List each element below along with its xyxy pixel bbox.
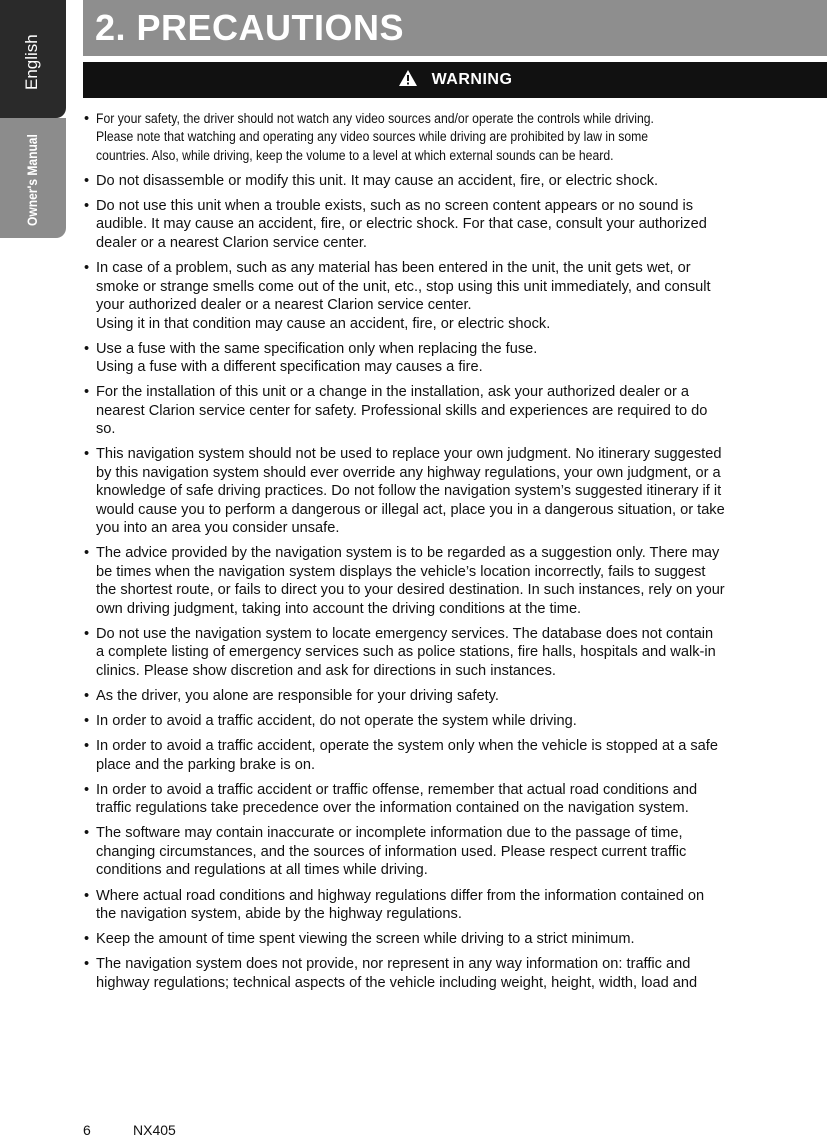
list-item: • Do not disassemble or modify this unit. It may cause an accident, fire, or electric shock. [84,172,826,191]
list-item-text: The navigation system does not provide, nor represent in any way information on: traffic and highway regulations; technical aspects of the vehicle including weight, height, width, load and [96,956,698,991]
side-tab-english [0,0,66,118]
list-item: • This navigation system should not be used to replace your own judgment. No itinerary suggested by this navigation system should ever override any highway regulations, your own judgment, or a knowledge of safe driving practices. Do not follow the navigation system’s suggested itinerary if it would cause you to perform a dangerous or illegal act, place you in a dangerous situation, or take you into an area you consider unsafe. [84,445,826,538]
list-item: • For the installation of this unit or a change in the installation, ask your authorized dealer or a nearest Clarion service center for safety. Professional skills and experiences are required to do so. [84,383,826,439]
list-item: • As the driver, you alone are responsible for your driving safety. [84,687,826,706]
list-item-text: This navigation system should not be used to replace your own judgment. No itinerary suggested by this navigation system should ever override any highway regulations, your own judgment, or a knowledge of safe driving practices. Do not follow the navigation system’s suggested itinerary if it would cause you to perform a dangerous or illegal act, place you in a dangerous situation, or take you into an area you consider unsafe. [96,446,725,537]
list-item-text: The software may contain inaccurate or incomplete information due to the passage of time, changing circumstances, and the sources of information used. Please respect current traffic conditions and regulations at all times while driving. [96,825,687,879]
page-title: 2. PRECAUTIONS [95,7,405,48]
list-item-text: Do not use this unit when a trouble exists, such as no screen content appears or no sound is audible. It may cause an accident, fire, or electric shock. For that case, consult your authorized dealer or a nearest Clarion service center. [96,197,707,251]
page-number: 6 [83,1122,91,1138]
precautions-list [84,110,826,992]
list-item-text: Use a fuse with the same specification only when replacing the fuse. Using a fuse with a different specification may causes a fire. [96,340,538,376]
list-item: • Keep the amount of time spent viewing the screen while driving to a strict minimum. [84,930,826,949]
side-tab-english-label: English [22,34,41,90]
warning-banner [83,62,827,98]
list-item: • In order to avoid a traffic accident or traffic offense, remember that actual road conditions and traffic regulations take precedence over the information contained on the navigation system. [84,781,826,818]
list-item: • The navigation system does not provide, nor represent in any way information on: traffic and highway regulations; technical aspects of the vehicle including weight, height, width, load and [84,955,826,992]
list-item-text: Keep the amount of time spent viewing the screen while driving to a strict minimum. [96,931,635,948]
list-item: • In case of a problem, such as any material has been entered in the unit, the unit gets wet, or smoke or strange smells come out of the unit, etc., stop using this unit immediately, and consult your authorized dealer or a nearest Clarion service center. Using it in that condition may cause an accident, fire, or electric shock. [84,259,826,333]
list-item: • Do not use the navigation system to locate emergency services. The database does not contain a complete listing of emergency services such as police stations, fire halls, hospitals and walk-in clinics. Please show discretion and ask for directions in such instances. [84,625,826,681]
section-title-bar [83,0,827,56]
list-item: • The advice provided by the navigation system is to be regarded as a suggestion only. There may be times when the navigation system displays the vehicle’s location incorrectly, fails to suggest the shortest route, or fails to direct you to your desired destination. In such instances, rely on your own driving judgment, taking into account the driving conditions at the time. [84,544,826,618]
list-item-text: The advice provided by the navigation system is to be regarded as a suggestion only. There may be times when the navigation system displays the vehicle’s location incorrectly, fails to suggest the shortest route, or fails to direct you to your desired destination. In such instances, rely on your own driving judgment, taking into account the driving conditions at the time. [96,545,725,617]
list-item: • For your safety, the driver should not watch any video sources and/or operate the controls while driving. Please note that watching and operating any video sources while driving are prohibited by law in some countries. Also, while driving, keep the volume to a level at which external sounds can be heard. [84,110,826,165]
list-item: • In order to avoid a traffic accident, do not operate the system while driving. [84,712,826,731]
model-name: NX405 [133,1122,176,1138]
list-item-text: In order to avoid a traffic accident or traffic offense, remember that actual road conditions and traffic regulations take precedence over the information contained on the navigation system. [96,781,698,817]
side-tab-owners-manual-label: Owner's Manual [24,134,40,226]
list-item: • Where actual road conditions and highway regulations differ from the information contained on the navigation system, abide by the highway regulations. [84,887,826,924]
precautions-content [84,110,826,999]
list-item: • The software may contain inaccurate or incomplete information due to the passage of time, changing circumstances, and the sources of information used. Please respect current traffic conditions and regulations at all times while driving. [84,824,826,880]
list-item-text: Do not use the navigation system to locate emergency services. The database does not contain a complete listing of emergency services such as police stations, fire halls, hospitals and walk-in clinics. Please show discretion and ask for directions in such instances. [96,625,716,679]
list-item-text: In order to avoid a traffic accident, do not operate the system while driving. [96,713,577,730]
warning-triangle-icon [398,69,418,92]
list-item-text: Do not disassemble or modify this unit. It may cause an accident, fire, or electric shock. [96,172,659,189]
list-item-text: For the installation of this unit or a change in the installation, ask your authorized dealer or a nearest Clarion service center for safety. Professional skills and experiences are required to do so. [96,384,708,438]
list-item-text: Where actual road conditions and highway regulations differ from the information contained on the navigation system, abide by the highway regulations. [96,887,705,923]
list-item-text: For your safety, the driver should not watch any video sources and/or operate the controls while driving. Please note that watching and operating any video sources while driving are prohibited by law in some countries. Also, while driving, keep the volume to a level at which external sounds can be heard. [96,111,654,164]
list-item-text: In case of a problem, such as any material has been entered in the unit, the unit gets wet, or smoke or strange smells come out of the unit, etc., stop using this unit immediately, and consult your authorized dealer or a nearest Clarion service center. Using it in that condition may cause an accident, fire, or electric shock. [96,260,711,332]
list-item: • Do not use this unit when a trouble exists, such as no screen content appears or no sound is audible. It may cause an accident, fire, or electric shock. For that case, consult your authorized dealer or a nearest Clarion service center. [84,197,826,253]
list-item: • Use a fuse with the same specification only when replacing the fuse. Using a fuse with a different specification may causes a fire. [84,340,826,377]
side-tab-owners-manual [0,118,66,238]
list-item: • In order to avoid a traffic accident, operate the system only when the vehicle is stopped at a safe place and the parking brake is on. [84,737,826,774]
warning-label: WARNING [431,71,513,88]
list-item-text: In order to avoid a traffic accident, operate the system only when the vehicle is stopped at a safe place and the parking brake is on. [96,738,718,773]
list-item-text: As the driver, you alone are responsible for your driving safety. [96,688,499,705]
